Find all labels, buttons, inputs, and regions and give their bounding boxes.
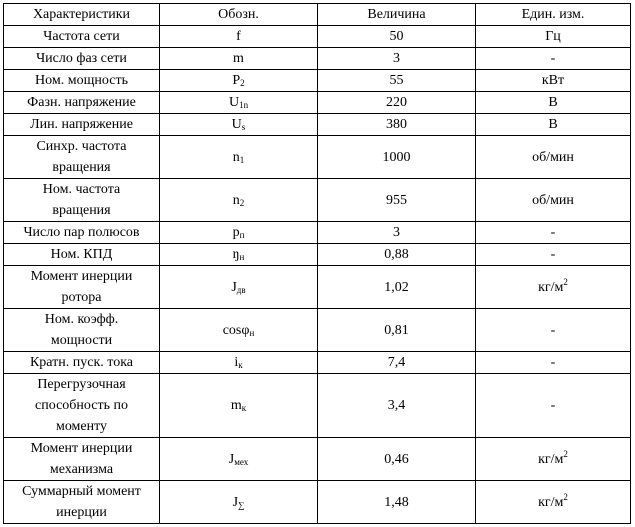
value-cell: 3,4 <box>318 374 476 438</box>
characteristic-name <box>4 481 160 524</box>
unit-text: - <box>550 322 556 338</box>
characteristic-name-line: мощности <box>50 333 113 348</box>
symbol-main: U <box>231 117 242 132</box>
characteristic-name <box>4 92 160 114</box>
unit-cell <box>476 114 631 136</box>
table-row <box>4 114 631 136</box>
unit-cell <box>476 244 631 266</box>
value-cell: 1,02 <box>318 266 476 309</box>
symbol-cell <box>160 352 318 374</box>
characteristic-name <box>4 244 160 266</box>
unit-cell <box>476 266 631 309</box>
unit-text: об/мин <box>532 192 574 208</box>
unit-cell <box>476 179 631 222</box>
unit-text: Гц <box>545 29 561 44</box>
characteristic-name <box>4 438 160 481</box>
unit-text: об/мин <box>532 149 574 165</box>
symbol-main: m <box>233 51 244 66</box>
unit-cell <box>476 352 631 374</box>
unit-cell <box>476 438 631 481</box>
symbol-main: f <box>236 29 241 44</box>
symbol-subscript: 2 <box>239 197 245 208</box>
unit-text: - <box>550 355 556 370</box>
characteristic-name <box>4 26 160 48</box>
symbol-subscript: s <box>241 122 246 132</box>
value-cell: 1,48 <box>318 481 476 524</box>
symbol-subscript: дв <box>236 284 246 295</box>
characteristic-name <box>4 352 160 374</box>
characteristic-name-line: Ном. КПД <box>50 247 113 262</box>
value-cell: 55 <box>318 70 476 92</box>
table-row <box>4 136 631 179</box>
symbol-main: J <box>231 279 237 295</box>
symbol-subscript: мех <box>234 456 249 467</box>
characteristic-name-line: моменту <box>55 419 108 434</box>
value-cell: 955 <box>318 179 476 222</box>
characteristic-name <box>4 374 160 438</box>
characteristic-name-line: механизма <box>49 462 114 477</box>
symbol-subscript: ∑ <box>238 499 245 510</box>
symbol-cell <box>160 481 318 524</box>
characteristic-name <box>4 70 160 92</box>
symbol-main: J <box>228 451 235 467</box>
characteristic-name-line: Синхр. частота <box>36 139 127 154</box>
table-row <box>4 92 631 114</box>
header-characteristics: Характеристики <box>4 4 160 26</box>
characteristic-name-line: Ном. частота <box>42 182 121 197</box>
symbol-subscript: 1 <box>239 154 245 165</box>
table-row <box>4 438 631 481</box>
table-body <box>4 26 631 524</box>
value-cell: 50 <box>318 26 476 48</box>
symbol-cell <box>160 374 318 438</box>
table-row <box>4 222 631 244</box>
symbol-subscript: 2 <box>240 78 245 88</box>
unit-text: - <box>550 398 556 413</box>
symbol-subscript: п <box>239 230 245 240</box>
unit-text: В <box>548 95 558 110</box>
characteristic-name-line: вращения <box>52 160 111 175</box>
characteristic-name-line: ротора <box>61 290 102 305</box>
unit-cell <box>476 136 631 179</box>
characteristic-name <box>4 114 160 136</box>
characteristic-name-line: Перегрузочная <box>37 377 126 392</box>
symbol-subscript: к <box>241 403 247 413</box>
characteristic-name-line: Момент инерции <box>30 269 133 284</box>
header-value: Величина <box>318 4 476 26</box>
motor-characteristics-table <box>3 3 631 524</box>
unit-cell <box>476 374 631 438</box>
symbol-main: i <box>234 355 239 370</box>
characteristic-name-line: вращения <box>52 203 111 218</box>
table-row <box>4 179 631 222</box>
characteristic-name-line: инерции <box>56 505 107 520</box>
table-row <box>4 70 631 92</box>
value-cell: 3 <box>318 222 476 244</box>
unit-cell <box>476 26 631 48</box>
unit-text: кг/м <box>538 451 564 467</box>
unit-cell <box>476 48 631 70</box>
characteristic-name-line: Суммарный момент <box>22 484 141 499</box>
symbol-subscript: н <box>239 252 245 262</box>
unit-text: - <box>550 51 556 66</box>
symbol-cell <box>160 309 318 352</box>
unit-text: кг/м <box>538 494 564 510</box>
table-row <box>4 48 631 70</box>
symbol-subscript: 1n <box>239 100 249 110</box>
characteristic-name-line: Число пар полюсов <box>23 225 140 240</box>
symbol-cell <box>160 114 318 136</box>
symbol-main: P <box>232 73 241 88</box>
symbol-main: U <box>228 95 240 110</box>
characteristic-name <box>4 222 160 244</box>
unit-superscript: 2 <box>563 276 568 287</box>
characteristic-name-line: Ном. мощность <box>35 73 128 88</box>
value-cell: 0,88 <box>318 244 476 266</box>
symbol-main: m <box>230 398 242 413</box>
unit-text: кг/м <box>538 279 564 295</box>
table-row <box>4 309 631 352</box>
characteristic-name <box>4 179 160 222</box>
characteristic-name-line: Кратн. пуск. тока <box>29 355 134 370</box>
symbol-cell <box>160 48 318 70</box>
characteristic-name <box>4 309 160 352</box>
symbol-cell <box>160 136 318 179</box>
value-cell: 0,81 <box>318 309 476 352</box>
table-row <box>4 266 631 309</box>
symbol-main: J <box>232 494 239 510</box>
table-row <box>4 352 631 374</box>
unit-cell <box>476 481 631 524</box>
table-row <box>4 374 631 438</box>
symbol-cell <box>160 438 318 481</box>
table-row <box>4 26 631 48</box>
symbol-cell <box>160 244 318 266</box>
symbol-main: n <box>232 192 240 208</box>
unit-cell <box>476 309 631 352</box>
characteristic-name-line: Ном. коэфф. <box>44 312 119 327</box>
characteristic-name-line: Фазн. напряжение <box>27 95 136 110</box>
characteristic-name-line: Частота сети <box>43 29 120 44</box>
characteristic-name-line: способность по <box>35 398 128 413</box>
header-row <box>4 4 631 26</box>
characteristic-name <box>4 266 160 309</box>
characteristic-name-line: Момент инерции <box>30 441 133 456</box>
unit-cell <box>476 222 631 244</box>
header-unit: Един. изм. <box>476 4 631 26</box>
characteristic-name <box>4 136 160 179</box>
value-cell: 3 <box>318 48 476 70</box>
characteristic-name <box>4 48 160 70</box>
value-cell: 220 <box>318 92 476 114</box>
table-row <box>4 244 631 266</box>
unit-text: - <box>550 247 556 262</box>
value-cell: 1000 <box>318 136 476 179</box>
unit-superscript: 2 <box>563 448 568 459</box>
symbol-cell <box>160 266 318 309</box>
symbol-cell <box>160 222 318 244</box>
unit-text: В <box>548 117 558 132</box>
unit-cell <box>476 70 631 92</box>
symbol-subscript: н <box>249 327 255 338</box>
symbol-subscript: к <box>238 360 243 370</box>
symbol-cell <box>160 92 318 114</box>
header-symbol: Обозн. <box>160 4 318 26</box>
symbol-cell <box>160 179 318 222</box>
unit-text: - <box>550 225 556 240</box>
table-header <box>4 4 631 26</box>
symbol-main: ŋ <box>232 247 240 262</box>
symbol-main: cosφ <box>222 322 250 338</box>
value-cell: 0,46 <box>318 438 476 481</box>
unit-superscript: 2 <box>563 491 568 502</box>
symbol-cell <box>160 70 318 92</box>
symbol-main: n <box>232 149 240 165</box>
value-cell: 7,4 <box>318 352 476 374</box>
symbol-cell <box>160 26 318 48</box>
table-row <box>4 481 631 524</box>
value-cell: 380 <box>318 114 476 136</box>
symbol-main: p <box>232 225 240 240</box>
characteristic-name-line: Лин. напряжение <box>30 117 133 132</box>
unit-text: кВт <box>541 73 565 88</box>
unit-cell <box>476 92 631 114</box>
characteristic-name-line: Число фаз сети <box>36 51 127 66</box>
